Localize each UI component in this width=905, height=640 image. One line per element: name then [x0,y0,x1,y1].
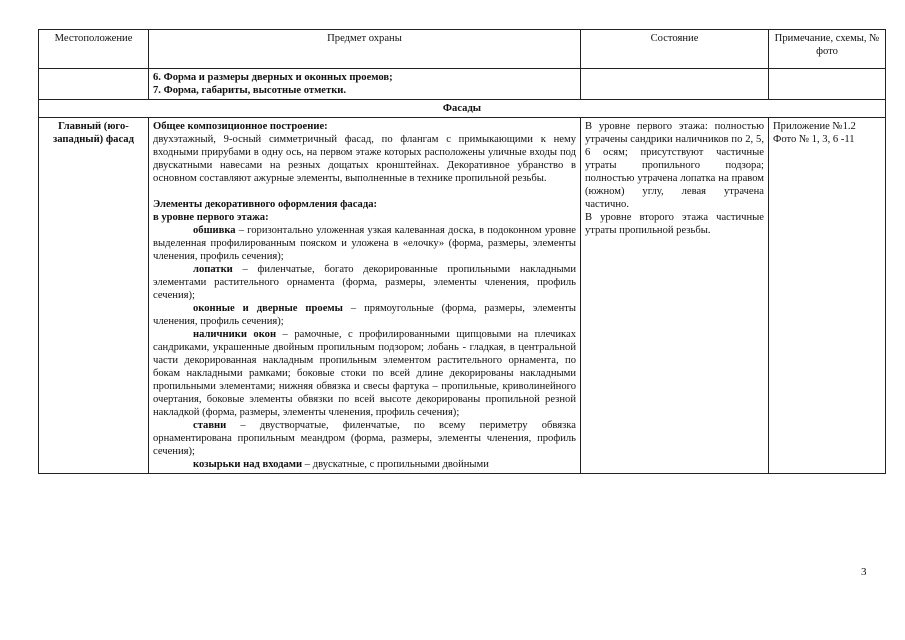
paragraph-gap [153,185,576,198]
item-term: козырьки над входами [193,459,303,470]
item-term: лопатки [193,264,233,275]
facade-subject [149,118,581,474]
note-photos: Фото № 1, 3, 6 -11 [773,134,855,145]
item-text: – рамочные, с профилированными щипцовыми на плечиках сандриками, украшенные двойным пропильным подзором; лобань - гладкая, в центральной части декорированная накладным пропильным элементом растительного орнамента, по бокам накладными рамками; боковые стоки по всей длине декорированы накладными пропильными элементами; нижняя обвязка и свесы фартука – пропильные, криволинейного очертания, боковые элементы обвязки по всей высоте декорированы пропильной резной накладкой (форма, размеры, элементы членения, профиль сечения); [153,329,577,418]
facade-location: Главный (юго-западный) фасад [39,118,149,474]
header-location: Местоположение [39,30,149,69]
item-term: наличники окон [193,329,277,340]
item-text: – двустворчатые, филенчатые, по всему периметру обвязка орнаментирована пропильным меандром (форма, размеры, элементы членения, профиль сечения); [153,420,576,457]
first-floor-title: в уровне первого этажа: [153,212,269,223]
header-state: Состояние [581,30,769,69]
header-note: Примечание, схемы, № фото [769,30,886,69]
item-term: оконные и дверные проемы [193,303,343,314]
item-window-casings [153,328,576,419]
top-row-line2: 7. Форма, габариты, высотные отметки. [153,85,347,96]
section-title: Фасады [39,100,886,118]
composition-text: двухэтажный, 9-осный симметричный фасад, по флангам с примыкающими к нему входными прирубами в одну ось, на первом этаже которых расположены уличные входы под двускатными навесами на резных дощатых кронштейнах. Декоративное убранство в основном составляют ажурные элементы, выполненные в технике пропильной резьбы. [153,134,576,184]
top-row-line1: 6. Форма и размеры дверных и оконных проемов; [153,72,393,83]
item-text: – горизонтально уложенная узкая калеванная доска, в подоконном уровне выделенная профилированным пояском и уложена в «елочку» (форма, размеры, элементы членения, профиль сечения); [153,225,576,262]
item-canopies [153,458,576,471]
item-shutters [153,419,576,458]
section-row [39,100,886,118]
item-text: – прямоугольные (форма, размеры, элементы членения, профиль сечения); [153,303,576,327]
item-term: ставни [193,420,227,431]
protection-table [38,29,886,474]
item-openings [153,302,576,328]
item-term: обшивка [193,225,236,236]
facade-state [581,118,769,474]
state-second-floor: В уровне второго этажа частичные утраты пропильной резьбы. [585,212,764,236]
top-continuation-row [39,69,886,100]
top-row-state [581,69,769,100]
item-cladding [153,224,576,263]
item-pilasters [153,263,576,302]
header-row [39,30,886,69]
top-row-subject [149,69,581,100]
top-row-note [769,69,886,100]
facade-note [769,118,886,474]
item-text: – двускатные, с пропильными двойными [302,459,489,470]
page-number: 3 [861,566,867,578]
decor-title: Элементы декоративного оформления фасада: [153,199,378,210]
note-appendix: Приложение №1.2 [773,121,856,132]
state-first-floor: В уровне первого этажа: полностью утрачены сандрики наличников по 2, 5, 6 осям; присутствуют частичные утраты пропильного подзора; полностью утрачена лопатка на правом (южном) углу, левая утрачена частично. [585,121,764,210]
facade-row [39,118,886,474]
top-row-location [39,69,149,100]
item-text: – филенчатые, богато декорированные пропильными накладными элементами растительного орнамента (форма, размеры, элементы членения, профиль сечения); [153,264,576,301]
document-sheet [38,29,885,474]
header-subject: Предмет охраны [149,30,581,69]
composition-title: Общее композиционное построение: [153,121,328,132]
